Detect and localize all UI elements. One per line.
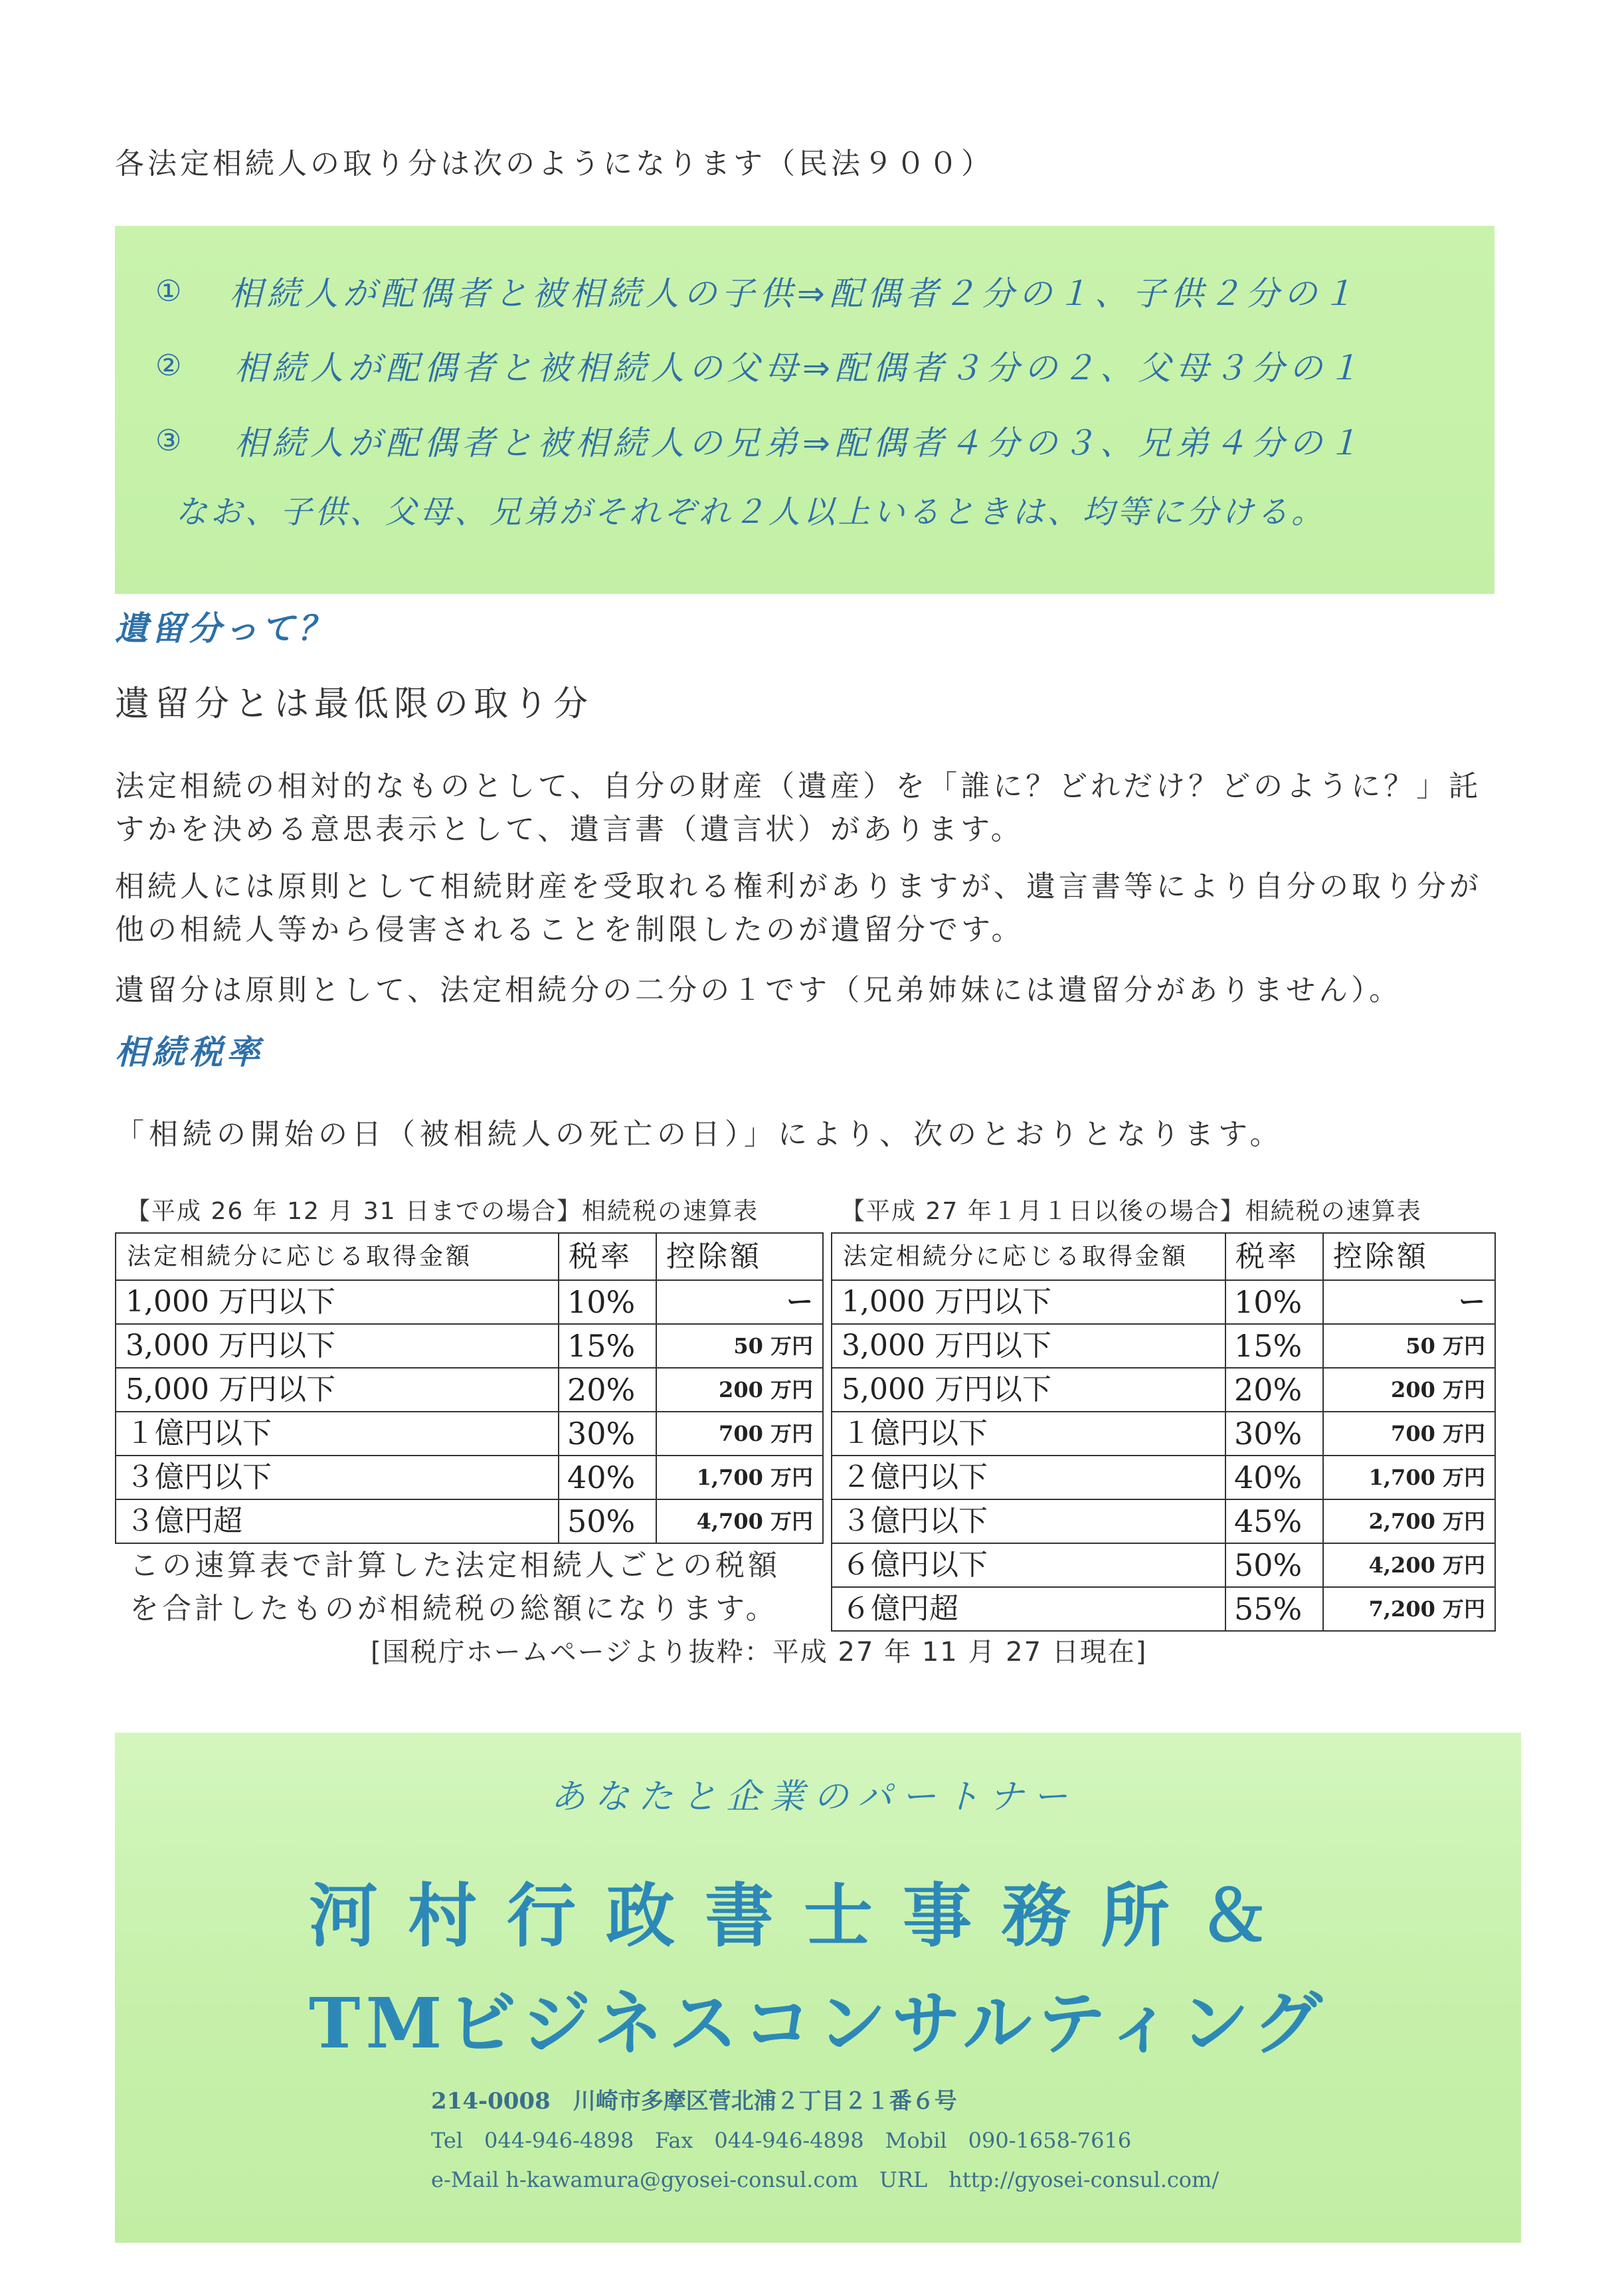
header-amount: 法定相続分に応じる取得金額: [832, 1233, 1225, 1280]
table-row: [116, 1324, 823, 1368]
amount-cell: 1,000 万円以下: [116, 1280, 559, 1324]
rate-cell: 30%: [1225, 1412, 1323, 1456]
amount-cell: ３億円超: [116, 1499, 559, 1543]
table-row: [832, 1587, 1495, 1631]
rate-cell: 50%: [1225, 1543, 1323, 1587]
footer-tagline: あなたと企業のパートナー: [551, 1777, 1077, 1817]
amount-cell: 1,000 万円以下: [832, 1280, 1225, 1324]
deduction-cell: ー: [656, 1280, 823, 1324]
deduction-cell: 700 万円: [656, 1412, 823, 1456]
share-number: ③: [155, 424, 182, 458]
new-table-caption: 【平成 27 年１月１日以後の場合】相続税の速算表: [841, 1198, 1422, 1225]
paragraph-line: 相続人には原則として相続財産を受取れる権利がありますが、遺言書等により自分の取り分が: [115, 870, 1482, 903]
header-rate: 税率: [1225, 1233, 1323, 1280]
rate-cell: 55%: [1225, 1587, 1323, 1631]
amount-cell: １億円以下: [116, 1412, 559, 1456]
rate-cell: 15%: [559, 1324, 656, 1368]
paragraph-line: すかを決める意思表示として、遺言書（遺言状）があります。: [115, 812, 1024, 846]
amount-cell: 3,000 万円以下: [832, 1324, 1225, 1368]
paragraph-line: 遺留分は原則として、法定相続分の二分の１です（兄弟姉妹には遺留分がありません）。: [115, 973, 1402, 1007]
amount-cell: ６億円超: [832, 1587, 1225, 1631]
old-table-caption: 【平成 26 年 12 月 31 日までの場合】相続税の速算表: [126, 1198, 759, 1225]
share-note: なお、子供、父母、兄弟がそれぞれ２人以上いるときは、均等に分ける。: [175, 494, 1326, 531]
intro-text: 各法定相続人の取り分は次のようになります（民法９００）: [115, 147, 994, 181]
amount-cell: 3,000 万円以下: [116, 1324, 559, 1368]
amount-cell: 5,000 万円以下: [116, 1368, 559, 1412]
iryubun-heading: 遺留分って？: [115, 609, 334, 648]
paragraph-line: 法定相続の相対的なものとして、自分の財産（遺産）を「誰に？どれだけ？どのように？」託: [115, 769, 1482, 803]
source-note: [国税庁ホームページより抜粋：平成 27 年 11 月 27 日現在]: [371, 1637, 1148, 1667]
table-header-row: [832, 1233, 1495, 1280]
rate-cell: 15%: [1225, 1324, 1323, 1368]
table-row: [832, 1324, 1495, 1368]
table-row: [832, 1543, 1495, 1587]
deduction-cell: 4,200 万円: [1323, 1543, 1495, 1587]
share-text: 相続人が配偶者と被相続人の兄弟⇒配偶者４分の３、兄弟４分の１: [234, 424, 1365, 462]
table-row: [832, 1280, 1495, 1324]
deduction-cell: ー: [1323, 1280, 1495, 1324]
amount-cell: ６億円以下: [832, 1543, 1225, 1587]
deduction-cell: 200 万円: [1323, 1368, 1495, 1412]
rate-cell: 10%: [559, 1280, 656, 1324]
rate-cell: 50%: [559, 1499, 656, 1543]
deduction-cell: 2,700 万円: [1323, 1499, 1495, 1543]
office-address: 214-0008 川崎市多摩区菅北浦２丁目２１番６号: [431, 2088, 957, 2115]
new-tax-table: [831, 1232, 1496, 1632]
rate-cell: 20%: [1225, 1368, 1323, 1412]
share-text: 相続人が配偶者と被相続人の父母⇒配偶者３分の２、父母３分の１: [234, 349, 1365, 387]
iryubun-subtitle: 遺留分とは最低限の取り分: [115, 684, 594, 724]
share-number: ①: [155, 274, 182, 308]
table-row: [832, 1499, 1495, 1543]
rate-cell: 45%: [1225, 1499, 1323, 1543]
deduction-cell: 50 万円: [1323, 1324, 1495, 1368]
table-row: [116, 1368, 823, 1412]
table-note-line: この速算表で計算した法定相続人ごとの税額: [130, 1549, 780, 1582]
amount-cell: 5,000 万円以下: [832, 1368, 1225, 1412]
office-web-contact: e-Mail h-kawamura@gyosei-consul.com URL http://gyosei-consul.com/: [431, 2167, 1219, 2192]
header-deduction: 控除額: [656, 1233, 823, 1280]
amount-cell: ３億円以下: [116, 1456, 559, 1499]
office-name: 河村行政書士事務所＆: [309, 1875, 1299, 1956]
table-header-row: [116, 1233, 823, 1280]
old-tax-table: [115, 1232, 824, 1544]
office-footer: [115, 1733, 1521, 2243]
table-row: [116, 1412, 823, 1456]
deduction-cell: 7,200 万円: [1323, 1587, 1495, 1631]
amount-cell: ３億円以下: [832, 1499, 1225, 1543]
rate-cell: 40%: [1225, 1456, 1323, 1499]
table-row: [116, 1280, 823, 1324]
rate-cell: 30%: [559, 1412, 656, 1456]
table-row: [116, 1456, 823, 1499]
rate-cell: 40%: [559, 1456, 656, 1499]
tax-intro: 「相続の開始の日（被相続人の死亡の日）」により、次のとおりとなります。: [115, 1117, 1284, 1151]
share-text: 相続人が配偶者と被相続人の子供⇒配偶者２分の１、子供２分の１: [229, 274, 1360, 313]
inheritance-shares-box: [115, 226, 1494, 594]
header-amount: 法定相続分に応じる取得金額: [116, 1233, 559, 1280]
share-number: ②: [155, 349, 182, 383]
deduction-cell: 700 万円: [1323, 1412, 1495, 1456]
amount-cell: ２億円以下: [832, 1456, 1225, 1499]
deduction-cell: 50 万円: [656, 1324, 823, 1368]
paragraph-line: 他の相続人等から侵害されることを制限したのが遺留分です。: [115, 913, 1024, 947]
header-rate: 税率: [559, 1233, 656, 1280]
deduction-cell: 1,700 万円: [656, 1456, 823, 1499]
table-row: [832, 1456, 1495, 1499]
rate-cell: 20%: [559, 1368, 656, 1412]
amount-cell: １億円以下: [832, 1412, 1225, 1456]
tax-heading: 相続税率: [115, 1033, 264, 1072]
deduction-cell: 4,700 万円: [656, 1499, 823, 1543]
deduction-cell: 1,700 万円: [1323, 1456, 1495, 1499]
company-name: TMビジネスコンサルティング: [309, 1982, 1328, 2064]
table-row: [116, 1499, 823, 1543]
table-row: [832, 1368, 1495, 1412]
rate-cell: 10%: [1225, 1280, 1323, 1324]
table-note-line: を合計したものが相続税の総額になります。: [130, 1592, 778, 1626]
table-row: [832, 1412, 1495, 1456]
deduction-cell: 200 万円: [656, 1368, 823, 1412]
office-phones: Tel 044-946-4898 Fax 044-946-4898 Mobil 090-1658-7616: [431, 2128, 1132, 2153]
header-deduction: 控除額: [1323, 1233, 1495, 1280]
